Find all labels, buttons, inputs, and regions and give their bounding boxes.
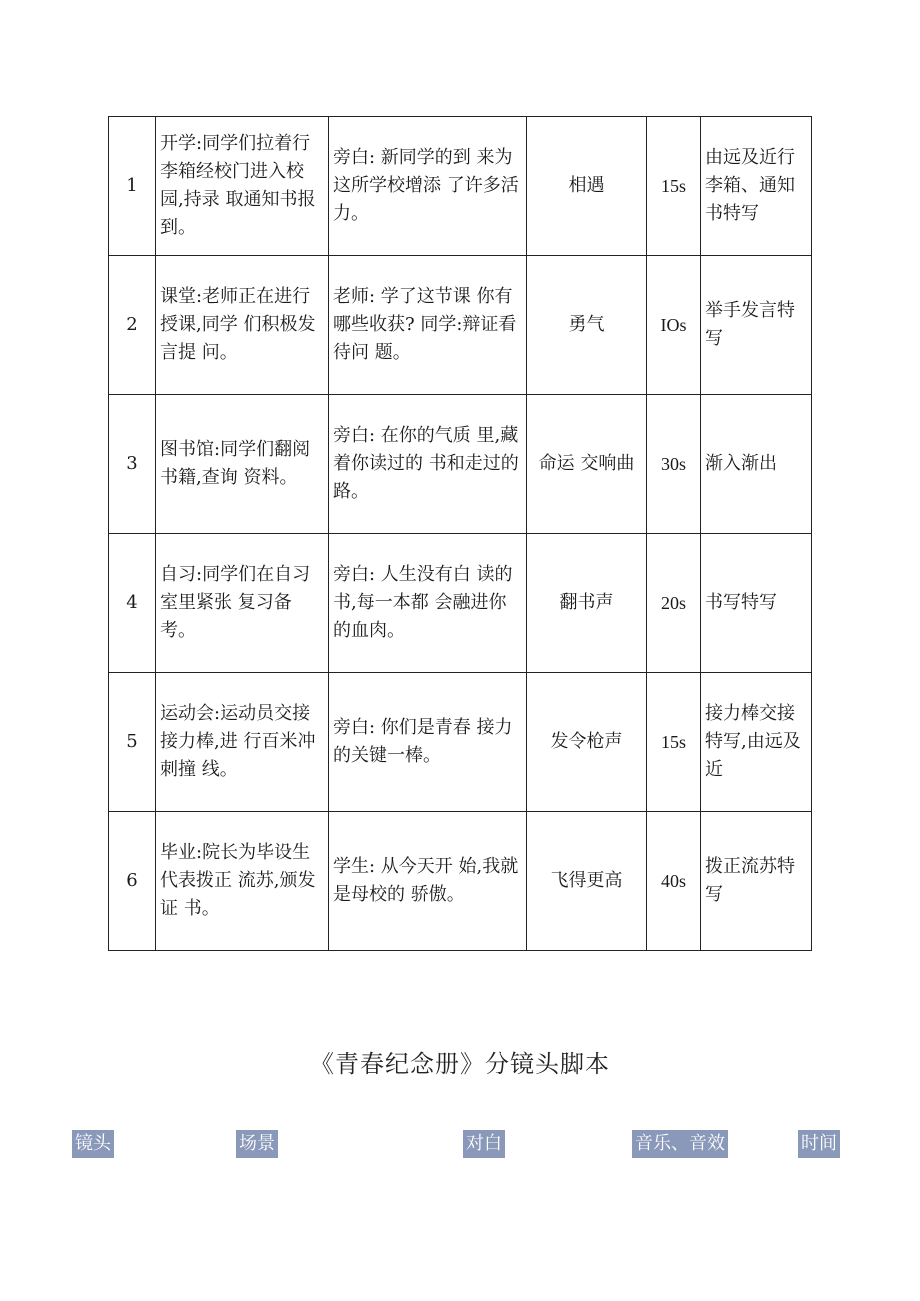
- dialog-cell: 旁白: 在你的气质 里,藏着你读过的 书和走过的路。: [329, 395, 527, 534]
- header-time: 时间: [798, 1130, 840, 1158]
- scene-cell: 运动会:运动员交接接力棒,进 行百米冲刺撞 线。: [156, 673, 329, 812]
- scene-cell: 毕业:院长为毕设生代表拨正 流苏,颁发证 书。: [156, 812, 329, 951]
- dialog-cell: 旁白: 新同学的到 来为这所学校增添 了许多活力。: [329, 117, 527, 256]
- shot-number: 5: [109, 673, 156, 812]
- shot-type-cell: 书写特写: [701, 534, 812, 673]
- music-cell: 勇气: [527, 256, 647, 395]
- scene-cell: 图书馆:同学们翻阅书籍,查询 资料。: [156, 395, 329, 534]
- table-row: [109, 812, 812, 951]
- shot-type-cell: 由远及近行李箱、通知书特写: [701, 117, 812, 256]
- shot-type-cell: 拨正流苏特 写: [701, 812, 812, 951]
- shot-number: 2: [109, 256, 156, 395]
- time-cell: 15s: [647, 673, 701, 812]
- time-cell: 40s: [647, 812, 701, 951]
- dialog-cell: 学生: 从今天开 始,我就是母校的 骄傲。: [329, 812, 527, 951]
- shot-type-cell: 接力棒交接特写,由远及近: [701, 673, 812, 812]
- table-row: [109, 673, 812, 812]
- table-row: [109, 534, 812, 673]
- music-cell: 飞得更高: [527, 812, 647, 951]
- scene-cell: 开学:同学们拉着行李箱经校门进入校园,持录 取通知书报到。: [156, 117, 329, 256]
- shot-number: 1: [109, 117, 156, 256]
- table-row: [109, 395, 812, 534]
- shot-number: 3: [109, 395, 156, 534]
- shot-number: 6: [109, 812, 156, 951]
- shot-number: 4: [109, 534, 156, 673]
- dialog-cell: 旁白: 你们是青春 接力的关键一棒。: [329, 673, 527, 812]
- header-dialog: 对白: [463, 1130, 505, 1158]
- shot-type-cell: 渐入渐出: [701, 395, 812, 534]
- time-cell: 15s: [647, 117, 701, 256]
- music-cell: 翻书声: [527, 534, 647, 673]
- header-scene: 场景: [236, 1130, 278, 1158]
- table-row: [109, 256, 812, 395]
- scene-cell: 自习:同学们在自习室里紧张 复习备考。: [156, 534, 329, 673]
- music-cell: 相遇: [527, 117, 647, 256]
- music-cell: 命运 交响曲: [527, 395, 647, 534]
- time-cell: 20s: [647, 534, 701, 673]
- time-cell: IOs: [647, 256, 701, 395]
- table-row: [109, 117, 812, 256]
- storyboard-table: [108, 116, 812, 951]
- scene-cell: 课堂:老师正在进行授课,同学 们积极发言提 问。: [156, 256, 329, 395]
- dialog-cell: 旁白: 人生没有白 读的书,每一本都 会融进你的血肉。: [329, 534, 527, 673]
- header-shot: 镜头: [72, 1130, 114, 1158]
- header-music: 音乐、音效: [632, 1130, 728, 1158]
- dialog-cell: 老师: 学了这节课 你有哪些收获? 同学:辩证看待问 题。: [329, 256, 527, 395]
- document-title: 《青春纪念册》分镜头脚本: [310, 1050, 610, 1078]
- music-cell: 发令枪声: [527, 673, 647, 812]
- shot-type-cell: 举手发言特写: [701, 256, 812, 395]
- time-cell: 30s: [647, 395, 701, 534]
